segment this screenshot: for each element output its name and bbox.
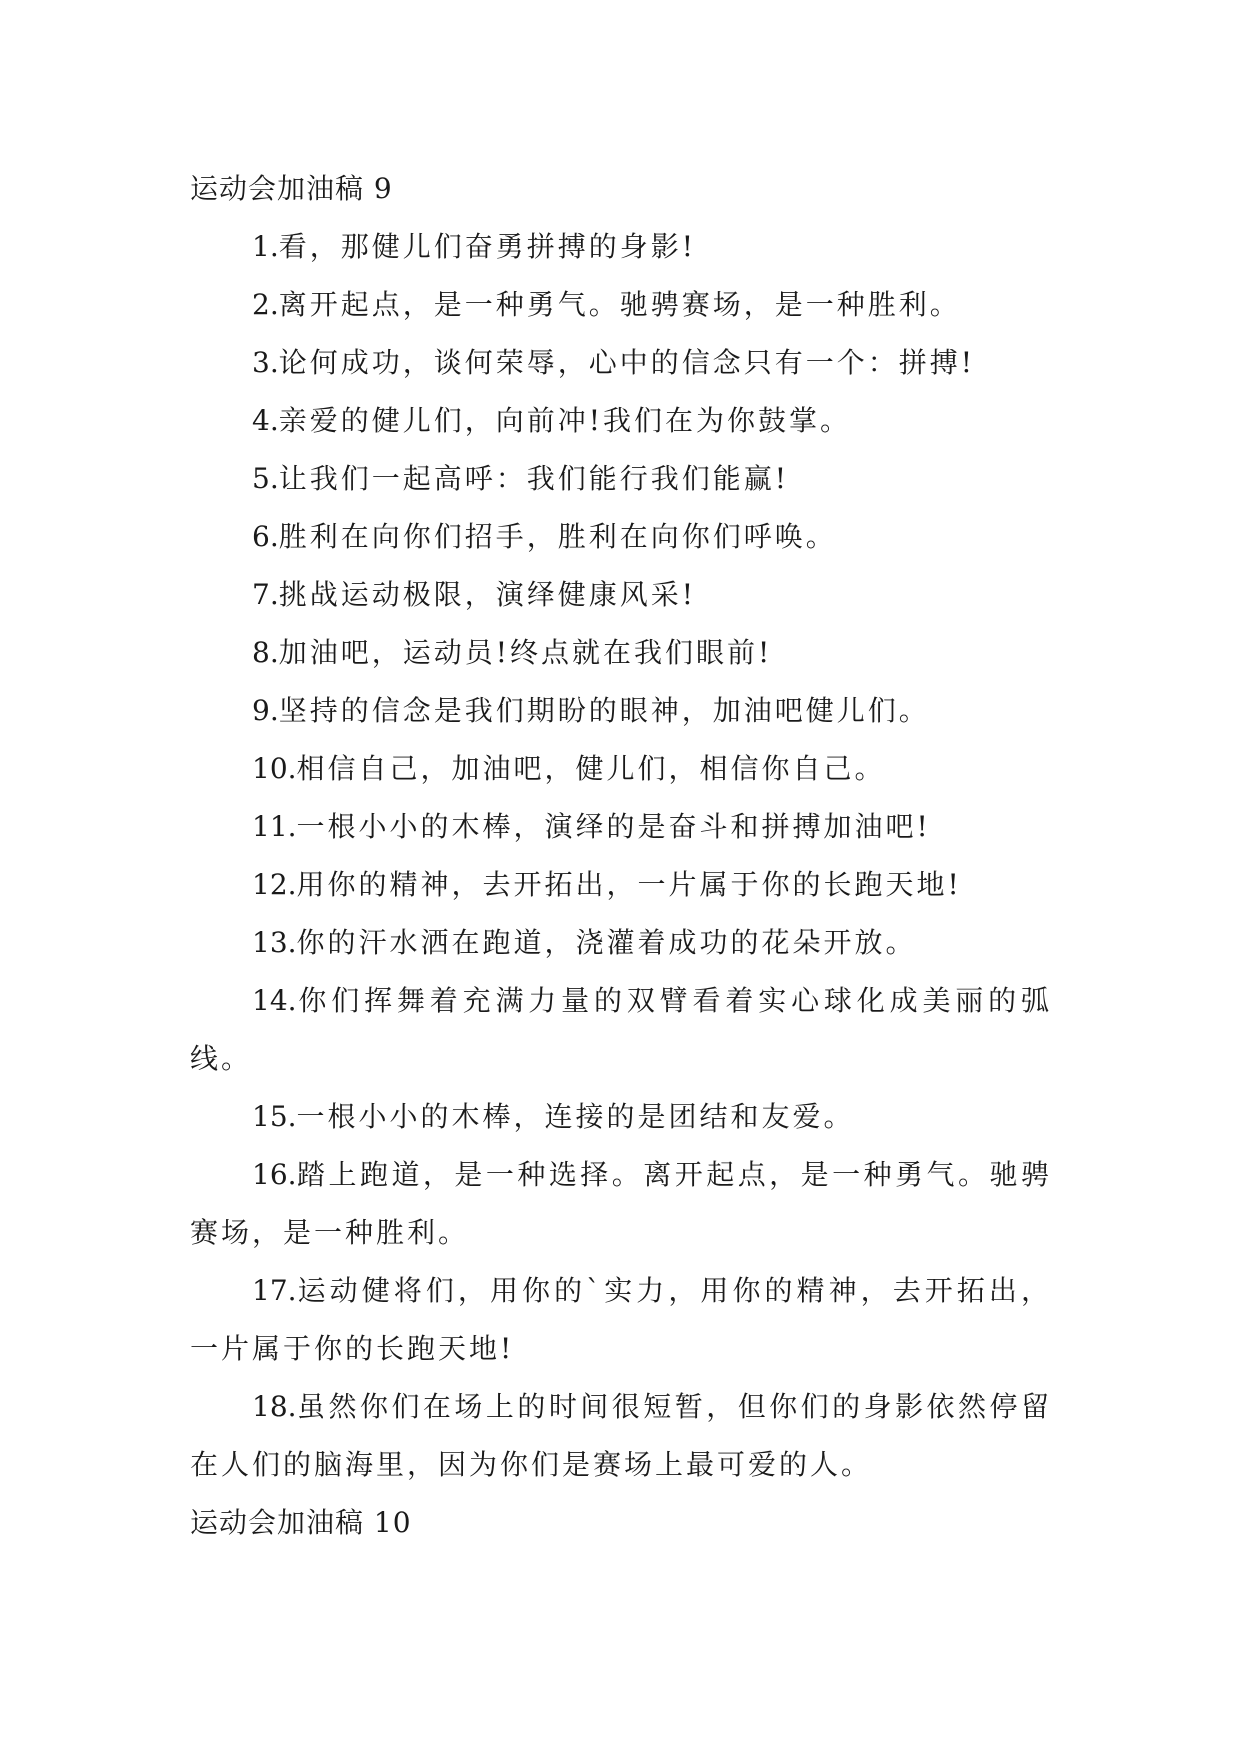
list-item [190, 914, 1052, 972]
list-item [190, 276, 1052, 334]
item-text: 一根小小的木棒，演绎的是奋斗和拼搏加油吧! [296, 810, 931, 843]
item-text: 看，那健儿们奋勇拼搏的身影! [278, 230, 696, 263]
item-number: 5. [252, 462, 279, 495]
item-number: 17. [252, 1274, 297, 1307]
list-item [190, 392, 1052, 450]
item-number: 12. [252, 868, 297, 901]
list-item [190, 508, 1052, 566]
section-heading-9: 运动会加油稿 9 [190, 172, 393, 205]
item-text: 你们挥舞着充满力量的双臂看着实心球化成美丽的弧线。 [190, 984, 1052, 1075]
list-item [190, 798, 1052, 856]
list-item [190, 624, 1052, 682]
item-number: 4. [252, 404, 279, 437]
list-item [190, 740, 1052, 798]
list-item [190, 856, 1052, 914]
list-item [190, 1146, 1052, 1262]
item-number: 1. [252, 230, 279, 263]
item-text: 胜利在向你们招手，胜利在向你们呼唤。 [278, 520, 837, 553]
item-number: 11. [252, 810, 297, 843]
item-text: 一根小小的木棒，连接的是团结和友爱。 [296, 1100, 855, 1133]
list-item [190, 682, 1052, 740]
item-number: 2. [252, 288, 279, 321]
item-text: 相信自己，加油吧，健儿们，相信你自己。 [296, 752, 886, 785]
section-heading-10: 运动会加油稿 10 [190, 1506, 412, 1539]
list-item [190, 450, 1052, 508]
item-text: 离开起点，是一种勇气。驰骋赛场，是一种胜利。 [278, 288, 961, 321]
list-item [190, 1262, 1052, 1378]
list-item [190, 334, 1052, 392]
item-number: 16. [252, 1158, 297, 1191]
item-number: 10. [252, 752, 297, 785]
item-number: 3. [252, 346, 279, 379]
item-number: 18. [252, 1390, 297, 1423]
item-text: 亲爱的健儿们，向前冲!我们在为你鼓掌。 [278, 404, 851, 437]
list-item [190, 566, 1052, 624]
item-text: 坚持的信念是我们期盼的眼神，加油吧健儿们。 [278, 694, 930, 727]
item-text: 运动健将们，用你的`实力，用你的精神，去开拓出，一片属于你的长跑天地! [190, 1274, 1052, 1365]
item-number: 9. [252, 694, 279, 727]
item-number: 8. [252, 636, 279, 669]
item-text: 用你的精神，去开拓出，一片属于你的长跑天地! [296, 868, 962, 901]
list-item [190, 1378, 1052, 1494]
item-text: 踏上跑道，是一种选择。离开起点，是一种勇气。驰骋赛场，是一种胜利。 [190, 1158, 1052, 1249]
list-item [190, 972, 1052, 1088]
item-text: 加油吧，运动员!终点就在我们眼前! [278, 636, 773, 669]
item-text: 论何成功，谈何荣辱，心中的信念只有一个：拼搏! [278, 346, 975, 379]
item-text: 让我们一起高呼：我们能行我们能赢! [278, 462, 789, 495]
item-text: 挑战运动极限，演绎健康风采! [278, 578, 696, 611]
item-number: 15. [252, 1100, 297, 1133]
item-number: 13. [252, 926, 297, 959]
item-text: 你的汗水洒在跑道，浇灌着成功的花朵开放。 [296, 926, 917, 959]
list-item [190, 1088, 1052, 1146]
list-item [190, 218, 1052, 276]
item-text: 虽然你们在场上的时间很短暂，但你们的身影依然停留在人们的脑海里，因为你们是赛场上最可爱的人。 [190, 1390, 1052, 1481]
item-number: 6. [252, 520, 279, 553]
item-number: 7. [252, 578, 279, 611]
item-number: 14. [252, 984, 297, 1017]
document-body [190, 160, 1052, 1552]
